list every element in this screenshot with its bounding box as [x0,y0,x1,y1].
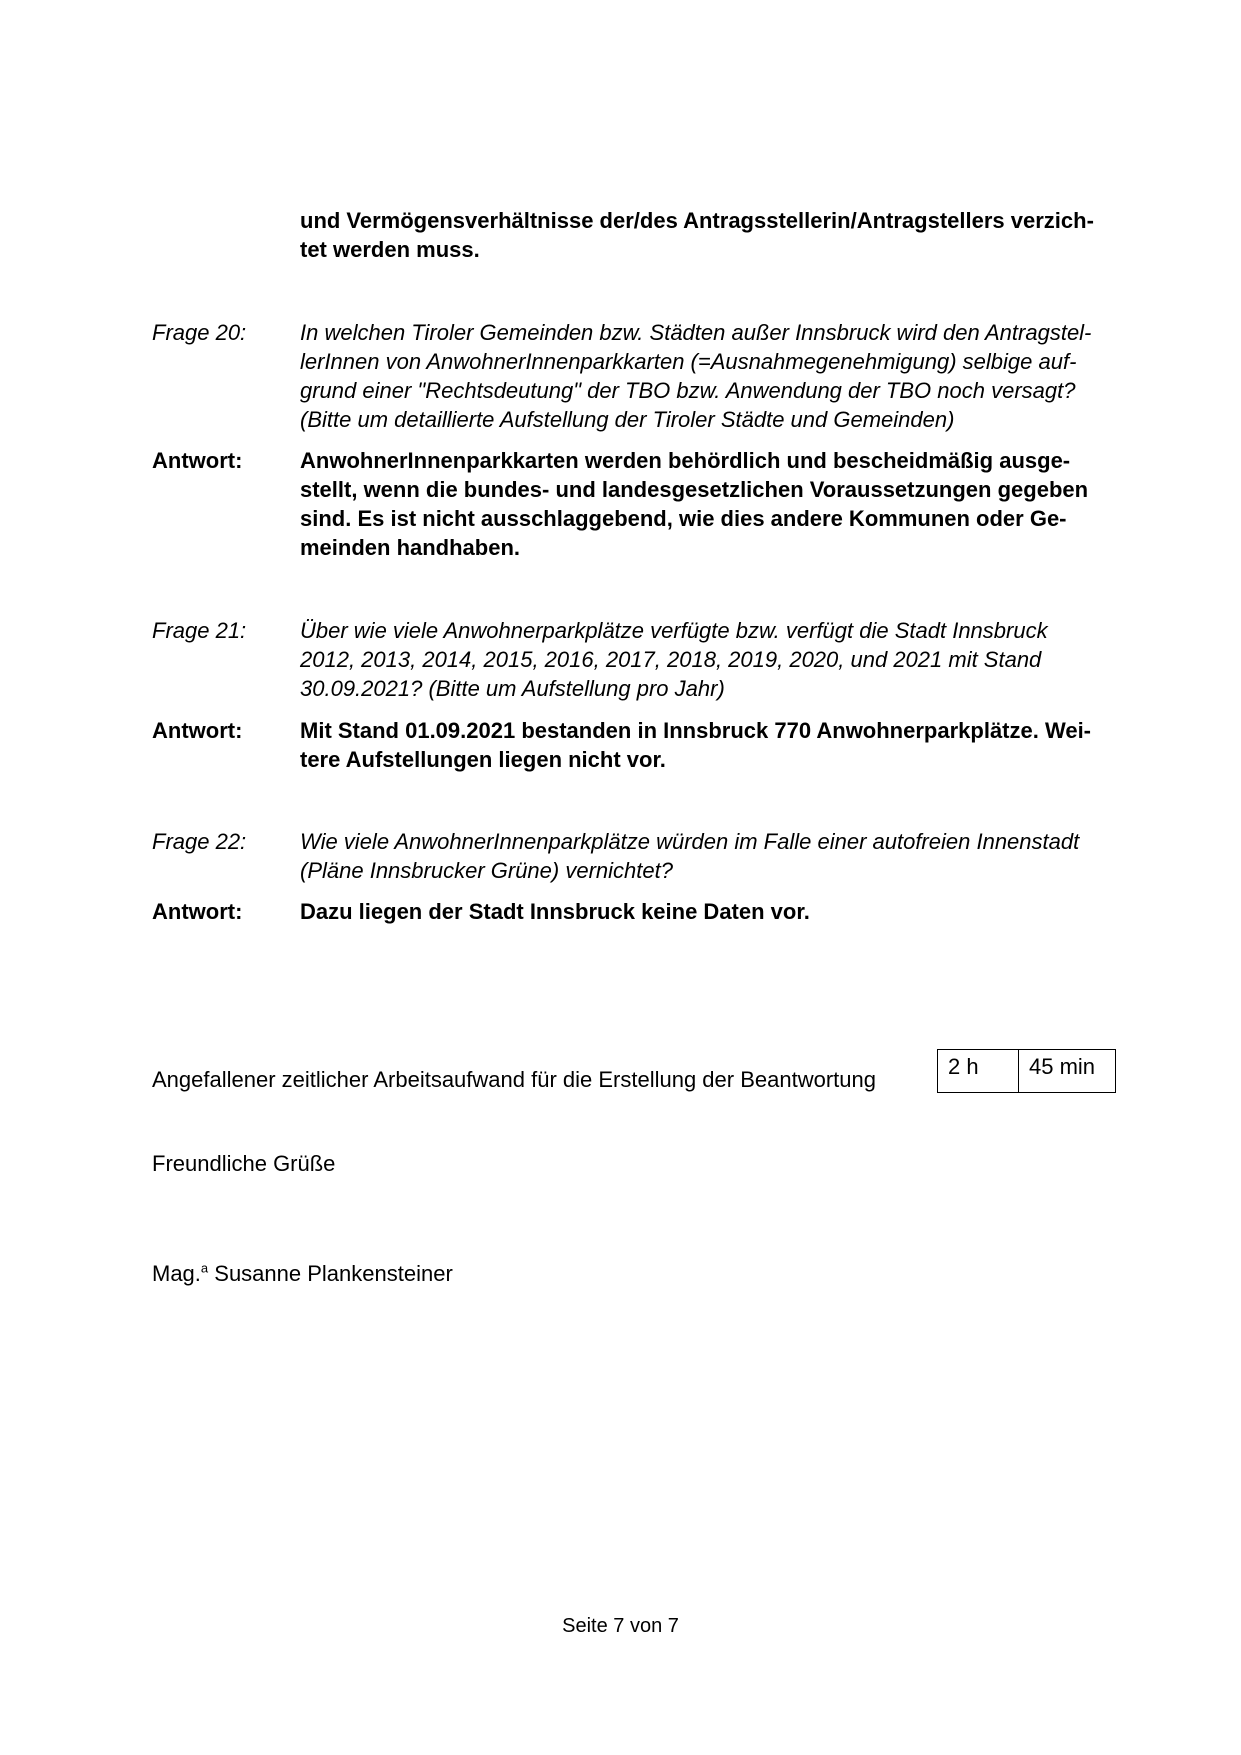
question-text: Über wie viele Anwohnerparkplätze verfügte bzw. verfügt die Stadt Innsbruck 2012, 2013, 2014, 2015, 2016, 2017, 2018, 2019, 2020, und 2021 mit Stand 30.09.2021? (Bitte um Aufstellung pro Jahr) [300,618,1048,701]
intro-paragraph [300,206,1130,264]
question-text: In welchen Tiroler Gemeinden bzw. Städten außer Innsbruck wird den Antragstel- lerInnen von AnwohnerInnenparkkarten (=Ausnahmegenehmigung) selbige auf- grund einer "Rechtsdeutung" der TBO bzw. Anwendung der TBO noch versagt? (Bitte um detaillierte Aufstellung der Tiroler Städte und Gemeinden) [300,320,1092,432]
question-label: Frage 21: [152,618,247,643]
effort-minutes: 45 min [1029,1054,1096,1079]
answer-text: Dazu liegen der Stadt Innsbruck keine Daten vor. [300,899,810,924]
signer-name: Susanne Plankensteiner [208,1261,453,1286]
effort-table [937,1049,1116,1093]
question-label: Frage 20: [152,320,247,345]
effort-hours: 2 h [938,1050,1019,1092]
signer [152,1259,453,1288]
page-number: Seite 7 von 7 [562,1615,679,1637]
answer-label: Antwort: [152,448,243,473]
answer-label: Antwort: [152,899,243,924]
answer-label: Antwort: [152,718,243,743]
intro-line: tet werden muss. [300,237,480,262]
answer-text: AnwohnerInnenparkkarten werden behördlich und bescheidmäßig ausge- stellt, wenn die bundes- und landesgesetzlichen Voraussetzungen gegeben sind. Es ist nicht ausschlaggebend, wie dies andere Kommunen oder Ge- meinden handhaben. [300,448,1089,560]
signer-prefix: Mag. [152,1261,201,1286]
greeting: Freundliche Grüße [152,1151,336,1176]
effort-label: Angefallener zeitlicher Arbeitsaufwand für die Erstellung der Beantwortung [152,1067,876,1092]
answer-text: Mit Stand 01.09.2021 bestanden in Innsbruck 770 Anwohnerparkplätze. Wei- tere Aufstellungen liegen nicht vor. [300,718,1092,772]
intro-line: und Vermögensverhältnisse der/des Antragsstellerin/Antragstellers verzich- [300,208,1094,233]
question-text: Wie viele AnwohnerInnenparkplätze würden im Falle einer autofreien Innenstadt (Pläne Innsbrucker Grüne) vernichtet? [300,829,1080,883]
signer-sup: a [200,1260,209,1276]
question-label: Frage 22: [152,829,247,854]
